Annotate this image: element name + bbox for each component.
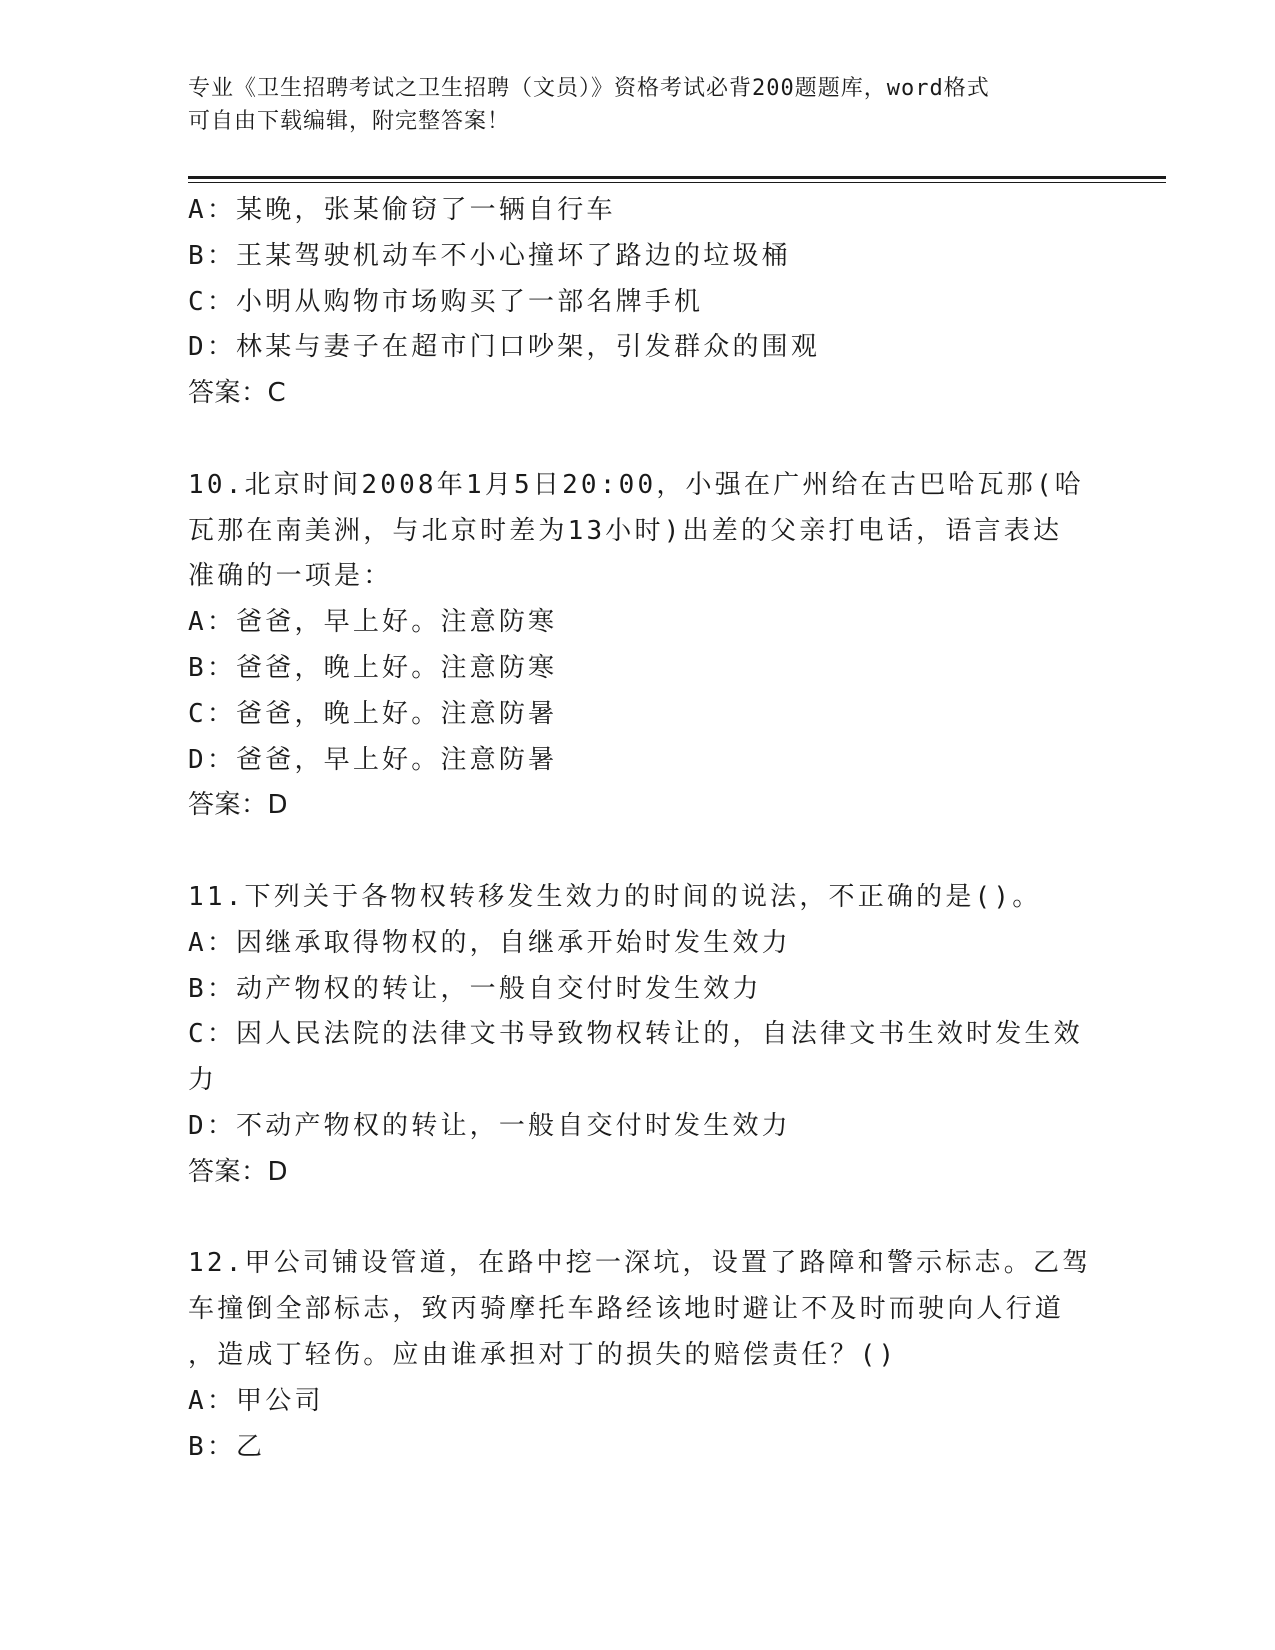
option-b: B：乙 [188, 1431, 266, 1462]
document-header [188, 72, 1088, 138]
question-spacer [188, 829, 1088, 875]
question-stem-line: 车撞倒全部标志，致丙骑摩托车路经该地时避让不及时而驶向人行道 [188, 1294, 1065, 1325]
question-stem-line: 准确的一项是： [188, 561, 393, 592]
option-a: A：爸爸，早上好。注意防寒 [188, 607, 558, 638]
question-11 [188, 875, 1088, 1196]
question-stem-line: 10.北京时间2008年1月5日20:00，小强在广州给在古巴哈瓦那(哈 [188, 469, 1085, 500]
question-stem-line: 瓦那在南美洲，与北京时差为13小时)出差的父亲打电话，语言表达 [188, 515, 1063, 546]
option-b: B：王某驾驶机动车不小心撞坏了路边的垃圾桶 [188, 240, 791, 271]
question-stem-line: ，造成丁轻伤。应由谁承担对丁的损失的赔偿责任？() [188, 1339, 898, 1370]
option-a: A：某晚，张某偷窃了一辆自行车 [188, 195, 616, 225]
question-spacer [188, 417, 1088, 463]
option-d: D：林某与妻子在超市门口吵架，引发群众的围观 [188, 332, 821, 363]
option-c: C：爸爸，晚上好。注意防暑 [188, 698, 558, 729]
answer: 答案：C [188, 378, 287, 409]
option-b: B：爸爸，晚上好。注意防寒 [188, 652, 558, 683]
option-d: D：爸爸，早上好。注意防暑 [188, 744, 558, 775]
question-9 [188, 188, 1088, 417]
option-a: A：甲公司 [188, 1385, 324, 1416]
header-line-1: 专业《卫生招聘考试之卫生招聘（文员）》资格考试必背200题题库，word格式 [188, 76, 990, 101]
answer: 答案：D [188, 1156, 289, 1187]
option-c: C：因人民法院的法律文书导致物权转让的，自法律文书生效时发生效 [188, 1019, 1083, 1050]
question-stem-line: 12.甲公司铺设管道，在路中挖一深坑，设置了路障和警示标志。乙驾 [188, 1248, 1092, 1279]
option-b: B：动产物权的转让，一般自交付时发生效力 [188, 973, 762, 1004]
question-spacer [188, 1196, 1088, 1242]
option-a: A：因继承取得物权的，自继承开始时发生效力 [188, 927, 791, 958]
header-line-2: 可自由下载编辑，附完整答案！ [188, 109, 511, 134]
question-list [188, 188, 1092, 1470]
option-c-continued: 力 [188, 1065, 218, 1096]
question-10 [188, 463, 1088, 829]
question-stem-line: 11.下列关于各物权转移发生效力的时间的说法，不正确的是()。 [188, 881, 1042, 912]
option-c: C：小明从购物市场购买了一部名牌手机 [188, 286, 704, 317]
header-divider-thick [188, 176, 1166, 179]
answer: 答案：D [188, 790, 289, 821]
header-divider-thin [188, 182, 1166, 183]
question-12 [188, 1241, 1092, 1470]
option-d: D：不动产物权的转让，一般自交付时发生效力 [188, 1110, 791, 1141]
